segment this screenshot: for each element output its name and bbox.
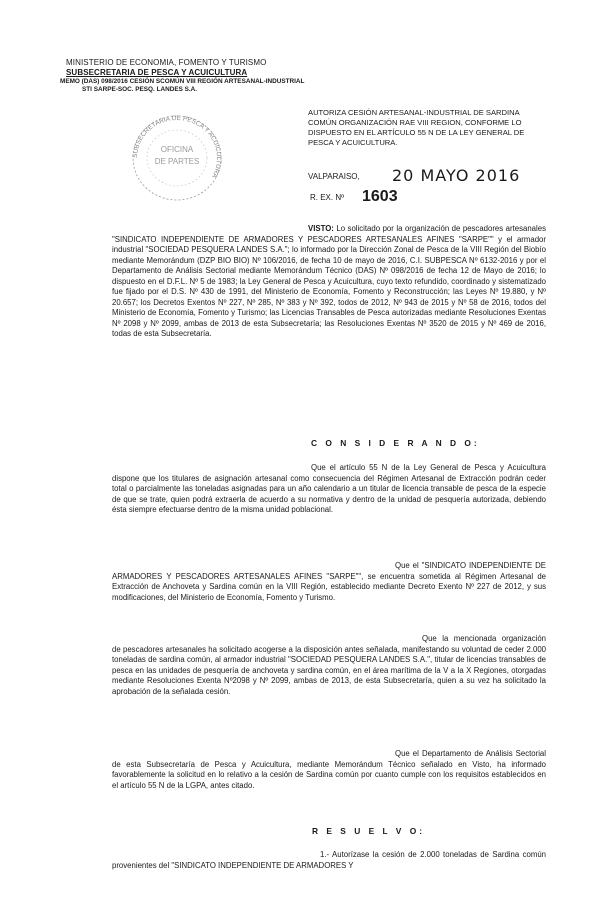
considerando-paragraph-3: Que la mencionada organización de pescadores artesanales ha solicitado acogerse a la disposición antes señalada, manifestando su voluntad de ceder 2.000 toneladas de sardina común, al armador industrial "SOCIEDAD PESQUERA LANDES S.A.", titular de licencias transables de pesca en las unidades de pesquería de anchoveta y sardina común, en el área marítima de la V a la X Regiones, otorgadas mediante Resoluciones Exenta Nº2098 y Nº 2099, ambas de 2013, de esta Subsecretaría, quien a su vez ha solicitado la aprobación de la señalada cesión. [112,634,546,696]
date-place: VALPARAISO, [308,172,360,181]
stamp-center-line-1: OFICINA [160,145,194,154]
considerando-paragraph-1: Que el artículo 55 N de la Ley General de Pesca y Acuicultura dispone que los titulares de asignación artesanal como consecuencia del Régimen Artesanal de Extracción podrán ceder total o parcialmente las toneladas asignadas para un año calendario a un titular de licencia transable de pesca de la especie de que se trate, quien podrá extraerla de acuerdo a su normativa y dentro de la unidad de pesquería autorizada, debiendo ésta siempre efectuarse dentro de la misma unidad poblacional. [112,463,546,514]
visto-paragraph [112,224,546,340]
stamp-ring-text: SUBSECRETARIA DE PESCA Y ACUICULTURA [131,114,223,179]
subsecretaria-name: SUBSECRETARIA DE PESCA Y ACUICULTURA [66,68,248,77]
resuelvo-heading: R E S U E L V O: [312,826,425,836]
visto-text: Lo solicitado por la organización de pescadores artesanales "SINDICATO INDEPENDIENTE DE ARMADORES Y PESCADORES ARTESANALES AFINES "SARPE"" y el armador industrial "SOCIEDAD PESQUERA LANDES S.A."; lo informado por la Dirección Zonal de Pesca de la VIII Región del Biobío mediante Memorándum (DZP BIO BIO) Nº 106/2016, de fecha 10 de mayo de 2016, C.I. SUBPESCA Nº 6132-2016 y por el Departamento de Análisis Sectorial mediante Memorándum Técnico (DAS) Nº 098/2016 de fecha 12 de Mayo de 2016; lo dispuesto en el D.F.L. Nº 5 de 1983; la Ley General de Pesca y Acuicultura, cuyo texto refundido, coordinado y sistematizado fue fijado por el D.S. Nº 430 de 1991, del Ministerio de Economía, Fomento y Reconstrucción; las Leyes Nº 19.880, y Nº 20.657; los Decretos Exentos Nº 227, Nº 285, Nº 383 y Nº 392, todos de 2012, Nº 943 de 2015 y Nº 58 de 2016, todos del Ministerio de Economía, Fomento y Turismo; las Licencias Transables de Pesca autorizadas mediante Resoluciones Exentas Nº 2098 y Nº 2099, ambas de 2013 de esta Subsecretaría; las Resoluciones Exentas Nº 3520 de 2015 y Nº 469 de 2016, todas de esta Subsecretaría. [112,224,546,338]
considerando-paragraph-2: Que el "SINDICATO INDEPENDIENTE DE ARMADORES Y PESCADORES ARTESANALES AFINES "SARPE"", se encuentra sometida al Régimen Artesanal de Extracción de Anchoveta y Sardina común en la VIII Región, establecido mediante Decreto Exento Nº 227 de 2012, y sus modificaciones, del Ministerio de Economía, Fomento y Turismo. [112,561,546,602]
date-handwritten: 20 MAYO 2016 [392,166,521,185]
memo-line-1: MEMO (DAS) 098/2016 CESIÓN SCOMÚN VIII REGIÓN ARTESANAL-INDUSTRIAL [60,78,305,85]
ministry-name: MINISTERIO DE ECONOMIA, FOMENTO Y TURISMO [66,58,267,67]
office-stamp [124,112,230,204]
memo-reference [60,78,304,94]
resuelvo-paragraph-1: 1.- Autorízase la cesión de 2.000 toneladas de Sardina común provenientes del "SINDICATO INDEPENDIENTE DE ARMADORES Y [112,850,546,870]
resolution-number: 1603 [362,188,398,205]
resolution-number-line [310,188,398,205]
resolution-title: AUTORIZA CESIÓN ARTESANAL-INDUSTRIAL DE SARDINA COMÚN ORGANIZACIÓN RAE VIII REGION, CONFORME LO DISPUESTO EN EL ARTÍCULO 55 N DE LA LEY GENERAL DE PESCA Y ACUICULTURA. [308,108,525,147]
considerando-heading: C O N S I D E R A N D O: [311,438,480,448]
letterhead [66,58,266,78]
memo-line-2: STI SARPE-SOC. PESQ. LANDES S.A. [82,86,198,93]
date-line [308,166,521,185]
visto-label: VISTO: [308,224,334,233]
considerando-paragraph-4: Que el Departamento de Análisis Sectorial de esta Subsecretaría de Pesca y Acuicultura, mediante Memorándum Técnico señalado en Visto, ha informado favorablemente la solicitud en lo relativo a la cesión de Sardina común por cuanto cumple con los requisitos establecidos en el artículo 55 N de la LGPA, antes citado. [112,749,546,790]
resolution-label: R. EX. Nº [310,193,345,202]
stamp-center-line-2: DE PARTES [154,157,200,166]
